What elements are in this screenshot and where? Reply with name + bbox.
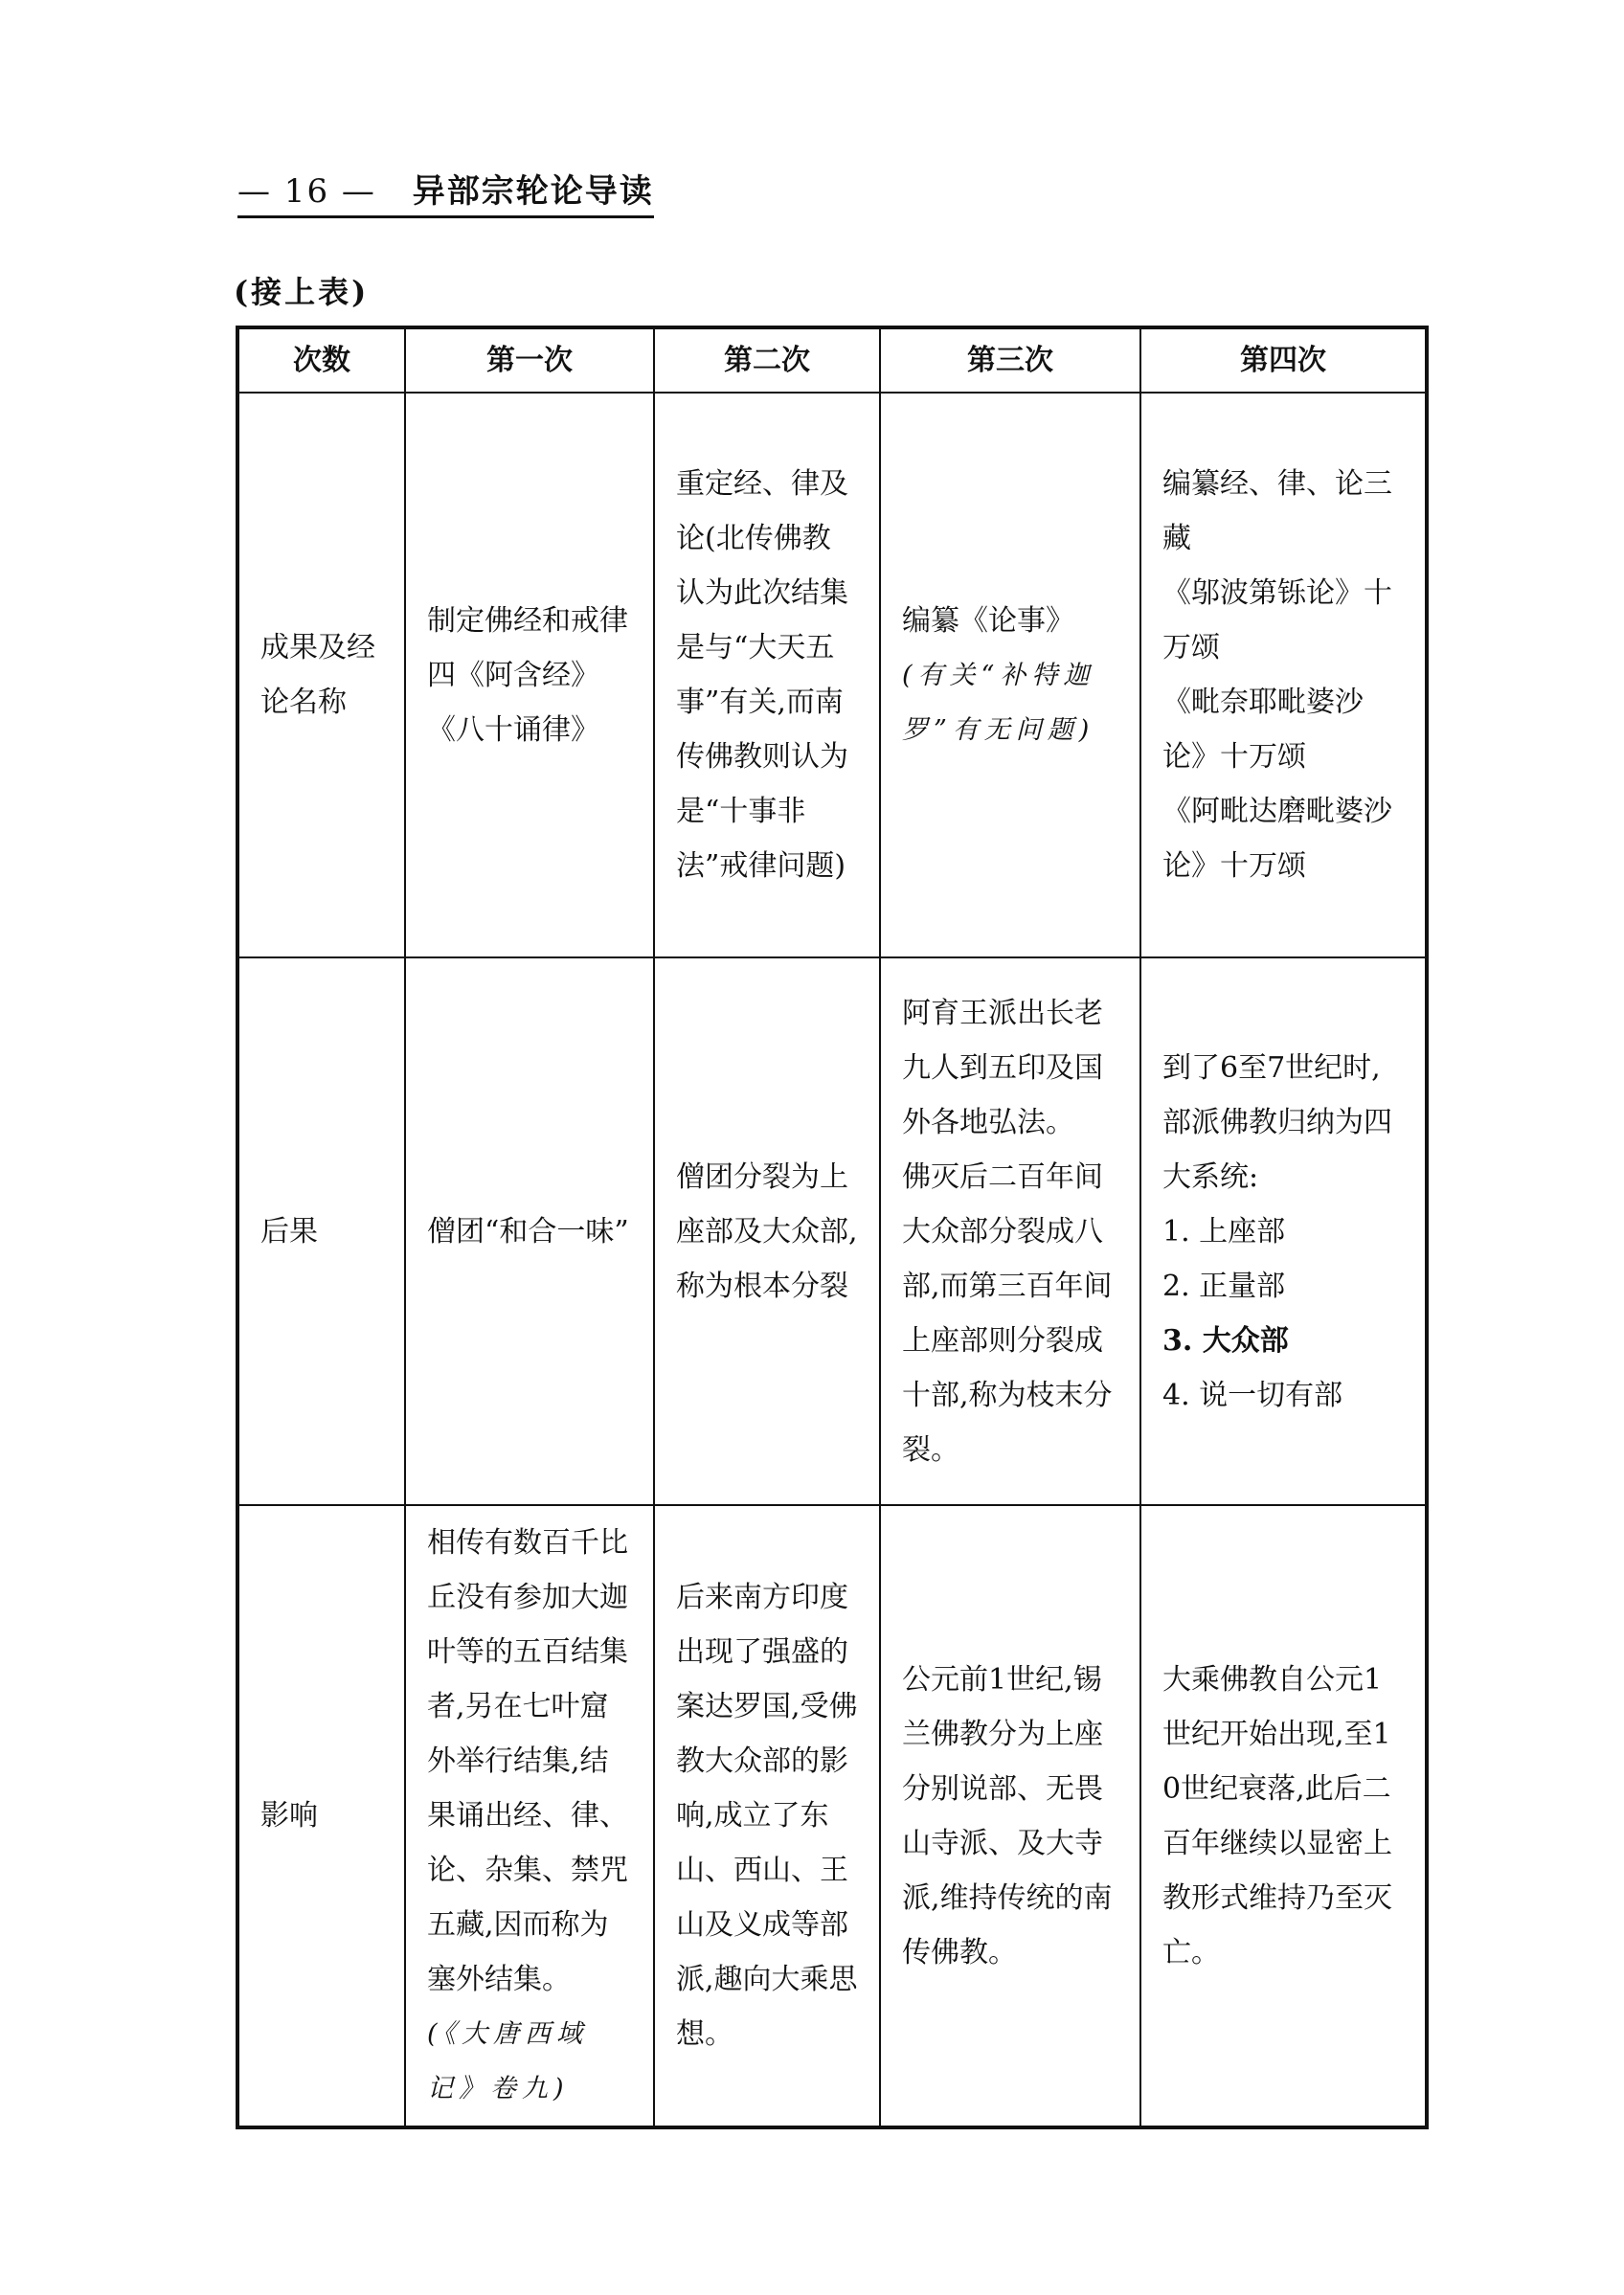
row-label: 后果 [237,957,405,1505]
page-number: — 16 — [237,172,376,211]
cell-text: 《毗奈耶毗婆沙论》十万颂 [1162,686,1364,774]
table-row [237,393,1427,957]
column-header: 第一次 [405,327,654,393]
table-cell [405,393,654,957]
cell-text: 僧团“和合一味” [427,1214,629,1249]
cell-text: 《阿毗达磨毗婆沙论》十万颂 [1162,795,1392,883]
table-cell [654,957,880,1505]
cell-text: 阿育王派出长老九人到五印及国外各地弘法。 [902,996,1103,1139]
cell-text: 后来南方印度出现了强盛的案达罗国,受佛教大众部的影响,成立了东山、西山、王山及义成等部派,趣向大乘思想。 [676,1581,858,2051]
book-title: 异部宗轮论导读 [412,172,654,211]
column-header: 次数 [237,327,405,393]
cell-text: 佛灭后二百年间大众部分裂成八部,而第三百年间上座部则分裂成十部,称为枝末分裂。 [902,1159,1113,1467]
councils-table [236,326,1429,2129]
row-label: 成果及经论名称 [237,393,405,957]
table-cell [880,393,1140,957]
cell-text: 到了6至7世纪时,部派佛教归纳为四大系统: [1162,1050,1392,1194]
column-header: 第三次 [880,327,1140,393]
table-row [237,957,1427,1505]
cell-text: 僧团分裂为上座部及大众部,称为根本分裂 [676,1159,858,1303]
list-item: 1. 上座部 [1162,1214,1286,1249]
table-row [237,1505,1427,2127]
list-item: 4. 说一切有部 [1162,1378,1343,1412]
cell-text: 重定经、律及论(北传佛教认为此次结集是与“大天五事”有关,而南传佛教则认为是“十事非法”戒律问题) [676,467,848,883]
continuation-label: (接上表) [234,274,370,310]
cell-text: 四《阿含经》 [427,658,599,692]
page-header [237,165,654,218]
cell-text: 大乘佛教自公元1世纪开始出现,至10世纪衰落,此后二百年继续以显密上教形式维持乃至灭亡。 [1162,1662,1392,1969]
table-cell [405,957,654,1505]
table-cell [1140,393,1427,957]
list-item: 2. 正量部 [1162,1269,1286,1303]
table-cell [405,1505,654,2127]
column-header: 第四次 [1140,327,1427,393]
table-cell [880,957,1140,1505]
list-item: 3. 大众部 [1162,1323,1289,1358]
cell-text: 相传有数百千比丘没有参加大迦叶等的五百结集者,另在七叶窟外举行结集,结果诵出经、律、论、杂集、禁咒五藏,因而称为塞外结集。 [427,1526,628,1996]
table-cell [1140,957,1427,1505]
cell-text: 《邬波第铄论》十万颂 [1162,576,1392,664]
cell-text: 编纂《论事》 [902,603,1074,638]
table-cell [1140,1505,1427,2127]
cell-note: (《大唐西域记》卷九) [427,2019,589,2104]
cell-text: 公元前1世纪,锡兰佛教分为上座分别说部、无畏山寺派、及大寺派,维持传统的南传佛教。 [902,1662,1113,1969]
row-label: 影响 [237,1505,405,2127]
table-cell [880,1505,1140,2127]
cell-text: 《八十诵律》 [427,712,599,747]
cell-note: (有关“补特迦罗”有无问题) [902,660,1095,745]
table-header-row [237,327,1427,393]
cell-text: 制定佛经和戒律 [427,603,628,638]
cell-text: 编纂经、律、论三藏 [1162,467,1392,555]
column-header: 第二次 [654,327,880,393]
table-cell [654,393,880,957]
table-cell [654,1505,880,2127]
